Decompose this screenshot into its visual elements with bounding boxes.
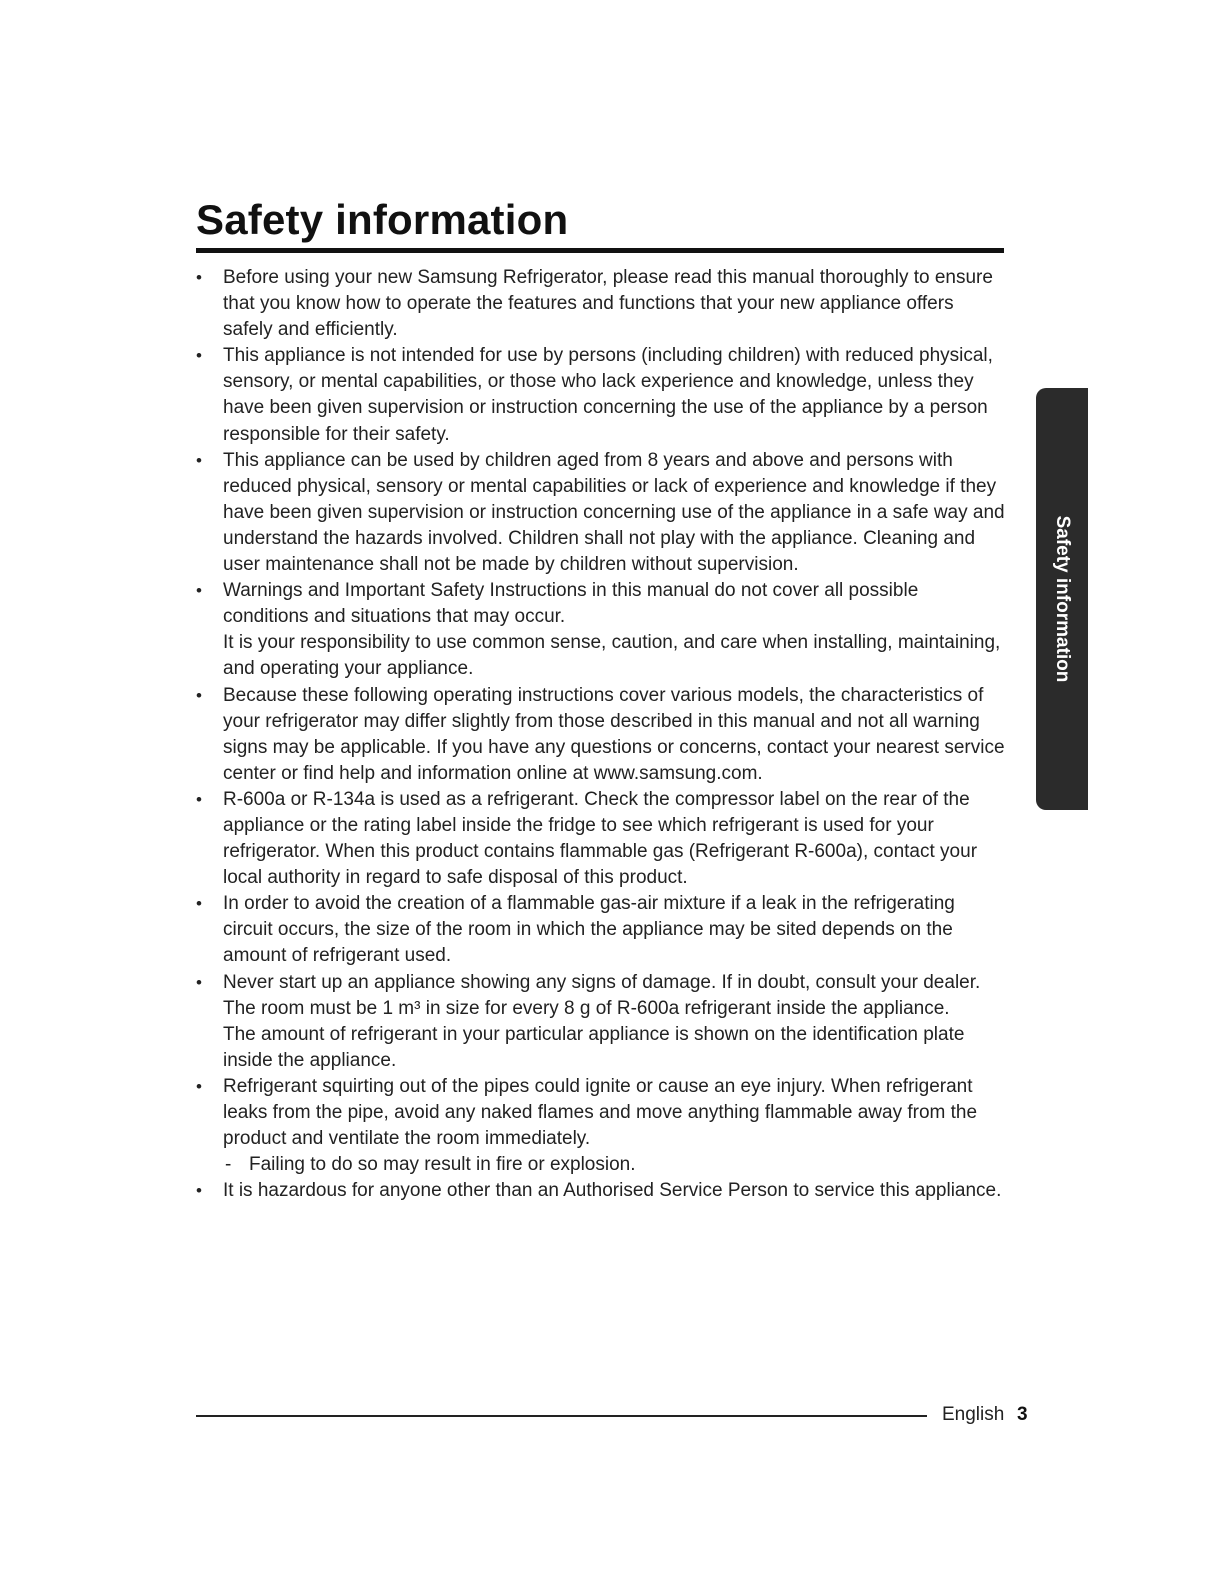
bullet-text: • Warnings and Important Safety Instructions in this manual do not cover all possible conditions and situations that may occur.	[223, 580, 919, 628]
list-item	[196, 343, 1008, 447]
list-item	[196, 265, 1008, 343]
page-title: Safety information	[196, 196, 569, 243]
page-number: 3	[1017, 1404, 1028, 1425]
bullet-text: • Never start up an appliance showing any signs of damage. If in doubt, consult your dealer. The room must be 1 m³ in size for every 8 g of R-600a refrigerant inside the appliance.	[223, 971, 981, 1019]
bullet-text: • Because these following operating instructions cover various models, the characteristics of your refrigerator may differ slightly from those described in this manual and not all warning signs may be applicable. If you have any questions or concerns, contact your nearest service center or find help and information online at www.samsung.com.	[223, 684, 1005, 784]
list-item	[196, 1178, 1008, 1204]
bullet-text: • In order to avoid the creation of a flammable gas-air mixture if a leak in the refrigerating circuit occurs, the size of the room in which the appliance may be sited depends on the amount of refrigerant used.	[223, 893, 955, 967]
bullet-text: • Before using your new Samsung Refrigerator, please read this manual thoroughly to ensure that you know how to operate the features and functions that your new appliance offers safely and efficiently.	[223, 267, 993, 341]
bullet-text: • This appliance can be used by children aged from 8 years and above and persons with reduced physical, sensory or mental capabilities or lack of experience and knowledge if they have been given supervision or instruction concerning use of the appliance in a safe way and understand the hazards involved. Children shall not play with the appliance. Cleaning and user maintenance shall not be made by children without supervision.	[223, 449, 1005, 576]
bullet-text: • R-600a or R-134a is used as a refrigerant. Check the compressor label on the rear of the appliance or the rating label inside the fridge to see which refrigerant is used for your refrigerator. When this product contains flammable gas (Refrigerant R-600a), contact your local authority in regard to safe disposal of this product.	[223, 788, 978, 889]
footer-divider	[196, 1415, 927, 1417]
bullet-text: • It is hazardous for anyone other than an Authorised Service Person to service this appliance.	[223, 1180, 1002, 1202]
bullet-text: The amount of refrigerant in your particular appliance is shown on the identification plate inside the appliance.	[223, 1023, 965, 1071]
side-tab-label: Safety information	[1052, 515, 1073, 683]
bullet-text: It is your responsibility to use common sense, caution, and care when installing, maintaining, and operating your appliance.	[223, 632, 1001, 680]
sub-bullet-text: - Failing to do so may result in fire or explosion.	[223, 1152, 1008, 1178]
list-item	[196, 1074, 1008, 1178]
list-item	[196, 578, 1008, 682]
section-side-tab	[1036, 388, 1088, 810]
safety-bullet-list	[196, 265, 1008, 1204]
bullet-text: • Refrigerant squirting out of the pipes could ignite or cause an eye injury. When refrigerant leaks from the pipe, avoid any naked flames and move anything flammable away from the product and ventilate the room immediately.	[223, 1075, 978, 1150]
list-item	[196, 448, 1008, 578]
list-item	[196, 970, 1008, 1074]
list-item	[196, 683, 1008, 787]
footer-language: English	[942, 1404, 1005, 1425]
list-item	[196, 891, 1008, 969]
list-item	[196, 787, 1008, 891]
bullet-text: • This appliance is not intended for use by persons (including children) with reduced physical, sensory, or mental capabilities, or those who lack experience and knowledge, unless they have been given supervision or instruction concerning the use of the appliance by a person responsible for their safety.	[223, 345, 993, 445]
title-divider	[196, 248, 1004, 253]
